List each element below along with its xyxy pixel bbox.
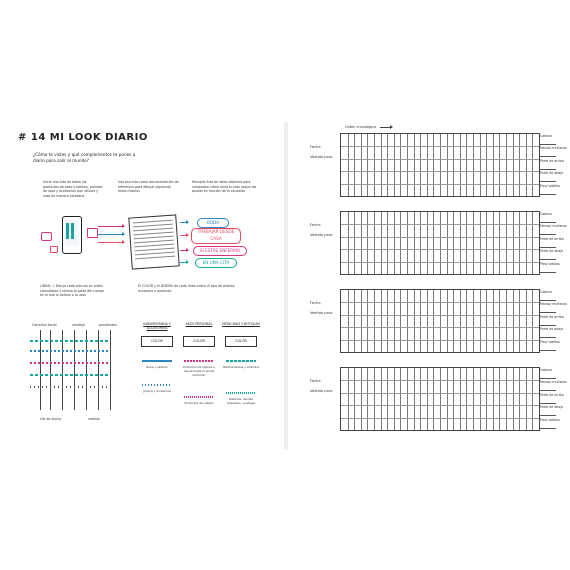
grid-column-line (473, 212, 474, 274)
grid-column-line (460, 134, 461, 196)
grid-column-line (414, 212, 415, 274)
grid-column-line (486, 368, 487, 430)
pill-enfermo: SI ESTÁS ENFERMO (193, 246, 247, 256)
lineal-text: LINEAL = Dibuja cada artículo en orden cronológico y señala la parte del cuerpo en la que lo aplicas o lo usas (40, 284, 104, 298)
row-label: Parte de abajo (540, 249, 564, 254)
grid-column-line (447, 134, 448, 196)
intro-text-1: Inicia una lista de todos los productos de aseo y belleza, prendas de ropa y accesorios que utilizas y usas de manera cotidiana (43, 180, 103, 198)
grid-column-line (453, 368, 454, 430)
grid-column-line (367, 290, 368, 352)
grid-column-line (367, 368, 368, 430)
caption: Productos de cabello (184, 401, 214, 405)
grid-column-line (513, 212, 514, 274)
pill-cita: EN UNA CITA (195, 258, 237, 268)
tracking-grid[interactable] (340, 211, 540, 275)
swatch (142, 384, 172, 386)
row-rule (540, 144, 556, 145)
grid-column-line (447, 368, 448, 430)
grid-column-line (447, 290, 448, 352)
grid-column-line (519, 134, 520, 196)
swatch (184, 360, 214, 362)
grid-row-line (341, 405, 539, 406)
grid-column-line (414, 368, 415, 430)
grid-column-line (532, 134, 533, 196)
grid-column-line (526, 290, 527, 352)
row-rule (540, 337, 556, 338)
row-label: Cabeza (540, 290, 552, 294)
row-label: Manos/ muñecas (540, 224, 567, 229)
grid-column-line (433, 368, 434, 430)
grid-column-line (519, 368, 520, 430)
pill-boda: BODA (197, 218, 229, 228)
grid-column-line (348, 212, 349, 274)
timeline-line (110, 330, 111, 410)
grid-column-line (374, 212, 375, 274)
grid-column-line (361, 134, 362, 196)
row-rule (540, 300, 556, 301)
grid-column-line (466, 368, 467, 430)
intro-text-3: Recopila lista de ideas distintas para comprobar cómo varía tu look según las pautas en función de tu situación (192, 180, 257, 194)
shirt-icon (87, 228, 98, 238)
grid-column-line (400, 212, 401, 274)
row-label: Parte de abajo (540, 405, 564, 410)
tracking-grid[interactable] (340, 133, 540, 197)
grid-column-line (466, 290, 467, 352)
grid-column-line (466, 134, 467, 196)
grid-row-line (341, 302, 539, 303)
grid-column-line (348, 290, 349, 352)
grid-column-line (460, 368, 461, 430)
row-label: Cabeza (540, 212, 552, 216)
grid-column-line (381, 212, 382, 274)
grid-column-line (348, 368, 349, 430)
grid-row-line (341, 327, 539, 328)
grid-column-line (407, 134, 408, 196)
grid-column-line (480, 368, 481, 430)
fecha-label: Fecha (310, 301, 321, 305)
grid-row-line (341, 340, 539, 341)
category-head-aseo: ASEO PERSONAL (185, 322, 213, 326)
grid-column-line (387, 134, 388, 196)
grid-column-line (460, 290, 461, 352)
pill-trabajar: TRABAJAR DESDE CASA (191, 228, 241, 244)
label-pendientes: pendientes (99, 323, 117, 327)
row-rule (540, 415, 556, 416)
grid-column-line (420, 134, 421, 196)
grid-column-line (486, 212, 487, 274)
grid-column-line (473, 134, 474, 196)
grid-column-line (440, 368, 441, 430)
row-label: Parte de abajo (540, 171, 564, 176)
timeline-line (86, 330, 87, 410)
vestido-para-label: Vestido para (310, 311, 333, 315)
grid-column-line (506, 290, 507, 352)
grid-row-line (341, 393, 539, 394)
grid-column-line (414, 134, 415, 196)
row-rule (540, 312, 556, 313)
fecha-label: Fecha (310, 145, 321, 149)
grid-column-line (453, 212, 454, 274)
timeline-line (50, 330, 51, 410)
grid-column-line (433, 134, 434, 196)
caption: Ropa y calzado (146, 365, 168, 369)
grid-row-line (341, 159, 539, 160)
vestido-para-label: Vestido para (310, 155, 333, 159)
grid-column-line (414, 290, 415, 352)
grid-column-line (420, 290, 421, 352)
row-rule (540, 378, 556, 379)
grid-column-line (394, 212, 395, 274)
row-label: Manos/ muñecas (540, 302, 567, 307)
row-label: Parte de arriba (540, 392, 564, 397)
grid-column-line (354, 368, 355, 430)
row-rule (540, 390, 556, 391)
label-vestido: vestido (88, 417, 100, 421)
row-label: Pies/ tobillos (540, 261, 560, 266)
grid-row-line (341, 262, 539, 263)
grid-column-line (519, 290, 520, 352)
category-head-indumentaria: INDUMENTARIA Y ACCESORIOS (143, 322, 171, 330)
vestido-para-label: Vestido para (310, 389, 333, 393)
caption: Joyería y accesorios (143, 389, 171, 393)
grid-column-line (499, 368, 500, 430)
grid-column-line (473, 290, 474, 352)
grid-column-line (440, 212, 441, 274)
grid-column-line (361, 212, 362, 274)
color-box: COLOR (225, 336, 257, 347)
grid-column-line (367, 134, 368, 196)
grid-column-line (506, 134, 507, 196)
grid-column-line (354, 290, 355, 352)
row-rule (540, 350, 556, 351)
row-label: Parte de arriba (540, 158, 564, 163)
timeline-mark (30, 374, 110, 376)
grid-column-line (453, 290, 454, 352)
label-vendaje: vendaje (72, 323, 85, 327)
grid-column-line (513, 290, 514, 352)
grid-column-line (387, 290, 388, 352)
row-rule (540, 194, 556, 195)
grid-column-line (506, 368, 507, 430)
label-gel: Gel de ducha (40, 417, 62, 421)
timeline-line (62, 330, 63, 410)
grid-column-line (361, 290, 362, 352)
grid-column-line (394, 290, 395, 352)
grid-column-line (354, 134, 355, 196)
grid-column-line (526, 212, 527, 274)
list-document-illustration (128, 214, 180, 269)
color-box: COLOR (183, 336, 215, 347)
row-rule (540, 272, 556, 273)
grid-column-line (486, 134, 487, 196)
arrow-icon (98, 242, 124, 243)
grid-column-line (400, 368, 401, 430)
grid-column-line (499, 290, 500, 352)
fecha-label: Fecha (310, 223, 321, 227)
intro-text-2: Usa esa lista como documentación de referencia para dibujar siguiendo estos mismos (118, 180, 179, 194)
grid-column-line (361, 368, 362, 430)
row-rule (540, 325, 556, 326)
grid-column-line (453, 134, 454, 196)
row-label: Parte de arriba (540, 236, 564, 241)
grid-column-line (499, 134, 500, 196)
row-rule (540, 234, 556, 235)
grid-row-line (341, 380, 539, 381)
grid-column-line (381, 134, 382, 196)
timeline-mark (30, 350, 110, 352)
row-label: Cabeza (540, 368, 552, 372)
caption: Medicamentos y vitamina (222, 365, 260, 369)
bag-icon (50, 246, 58, 253)
grid-column-line (486, 290, 487, 352)
grid-row-line (341, 224, 539, 225)
swatch (226, 392, 256, 394)
grid-row-line (341, 249, 539, 250)
arrow-icon (180, 222, 188, 223)
timeline-mark (30, 340, 110, 342)
grid-column-line (354, 212, 355, 274)
grid-column-line (394, 368, 395, 430)
grid-column-line (519, 212, 520, 274)
grid-column-line (493, 134, 494, 196)
row-rule (540, 403, 556, 404)
row-label: Pies/ tobillos (540, 339, 560, 344)
grid-column-line (473, 368, 474, 430)
grid-column-line (526, 368, 527, 430)
page-title: # 14 MI LOOK DIARIO (18, 132, 148, 143)
grid-column-line (513, 134, 514, 196)
grid-column-line (480, 134, 481, 196)
grid-column-line (480, 212, 481, 274)
grid-column-line (387, 212, 388, 274)
grid-column-line (433, 290, 434, 352)
row-rule (540, 181, 556, 182)
grid-row-line (341, 237, 539, 238)
grid-row-line (341, 171, 539, 172)
arrow-icon (98, 234, 124, 235)
fecha-label: Fecha (310, 379, 321, 383)
swatch (226, 360, 256, 362)
caption: Materias, vendas limpiados, vendajes (227, 397, 255, 405)
grid-column-line (480, 290, 481, 352)
row-label: Parte de abajo (540, 327, 564, 332)
grid-row-line (341, 184, 539, 185)
grid-column-line (427, 212, 428, 274)
grid-column-line (440, 134, 441, 196)
row-rule (540, 428, 556, 429)
grid-column-line (407, 290, 408, 352)
grid-column-line (374, 290, 375, 352)
grid-row-line (341, 315, 539, 316)
tracking-grid[interactable] (340, 367, 540, 431)
row-rule (540, 247, 556, 248)
row-label: Manos/ muñecas (540, 380, 567, 385)
grid-column-line (526, 134, 527, 196)
grid-column-line (394, 134, 395, 196)
grid-column-line (367, 212, 368, 274)
grid-column-line (532, 212, 533, 274)
grid-column-line (433, 212, 434, 274)
grid-column-line (374, 368, 375, 430)
grid-column-line (532, 368, 533, 430)
grid-column-line (493, 290, 494, 352)
grid-column-line (400, 290, 401, 352)
grid-column-line (427, 290, 428, 352)
grid-column-line (427, 134, 428, 196)
timeline-mark (30, 362, 110, 364)
grid-column-line (407, 368, 408, 430)
row-rule (540, 169, 556, 170)
category-head-medicinas: MEDICINAS Y BOTIQUÍN (222, 322, 260, 326)
color-box: COLOR (141, 336, 173, 347)
swatch (142, 360, 172, 362)
grid-column-line (374, 134, 375, 196)
page-subtitle: ¿Cómo te vistes y qué complementos te pones a diario para salir al mundo? (33, 152, 136, 163)
grid-column-line (513, 368, 514, 430)
grid-column-line (400, 134, 401, 196)
row-rule (540, 156, 556, 157)
row-label: Manos/ muñecas (540, 146, 567, 151)
arrow-icon (98, 226, 124, 227)
grid-column-line (387, 368, 388, 430)
row-label: Pies/ tobillos (540, 417, 560, 422)
grid-column-line (493, 368, 494, 430)
grid-column-line (506, 212, 507, 274)
timeline-mark (30, 386, 110, 388)
timeline-line (40, 330, 41, 410)
arrow-icon (180, 250, 188, 251)
arrow-icon (180, 235, 188, 236)
label-corrector: Corrector facial (32, 323, 57, 327)
timeline-line (74, 330, 75, 410)
grid-column-line (440, 290, 441, 352)
grid-column-line (499, 212, 500, 274)
axis-label: Orden cronológico (345, 125, 376, 129)
arrow-icon (180, 262, 188, 263)
grid-column-line (466, 212, 467, 274)
grid-column-line (381, 368, 382, 430)
grid-column-line (407, 212, 408, 274)
grid-column-line (381, 290, 382, 352)
caption: Productos de higiene o desodorante (incluido perfume) (183, 365, 215, 377)
grid-column-line (532, 290, 533, 352)
color-text: El COLOR y el DISEÑO de cada línea indica el tipo de prenda, accesorio o producto (138, 284, 236, 293)
grid-column-line (460, 212, 461, 274)
camera-icon (41, 232, 52, 241)
dress-icon (66, 223, 74, 239)
grid-column-line (427, 368, 428, 430)
row-label: Cabeza (540, 134, 552, 138)
tracking-grid[interactable] (340, 289, 540, 353)
grid-column-line (420, 368, 421, 430)
row-rule (540, 259, 556, 260)
grid-column-line (420, 212, 421, 274)
arrow-icon (380, 127, 392, 128)
book-gutter (284, 122, 288, 449)
swatch (184, 396, 214, 398)
grid-column-line (348, 134, 349, 196)
row-label: Parte de arriba (540, 314, 564, 319)
grid-row-line (341, 146, 539, 147)
timeline-line (98, 330, 99, 410)
vestido-para-label: Vestido para (310, 233, 333, 237)
grid-column-line (447, 212, 448, 274)
grid-row-line (341, 418, 539, 419)
row-rule (540, 222, 556, 223)
grid-column-line (493, 212, 494, 274)
row-label: Pies/ tobillos (540, 183, 560, 188)
